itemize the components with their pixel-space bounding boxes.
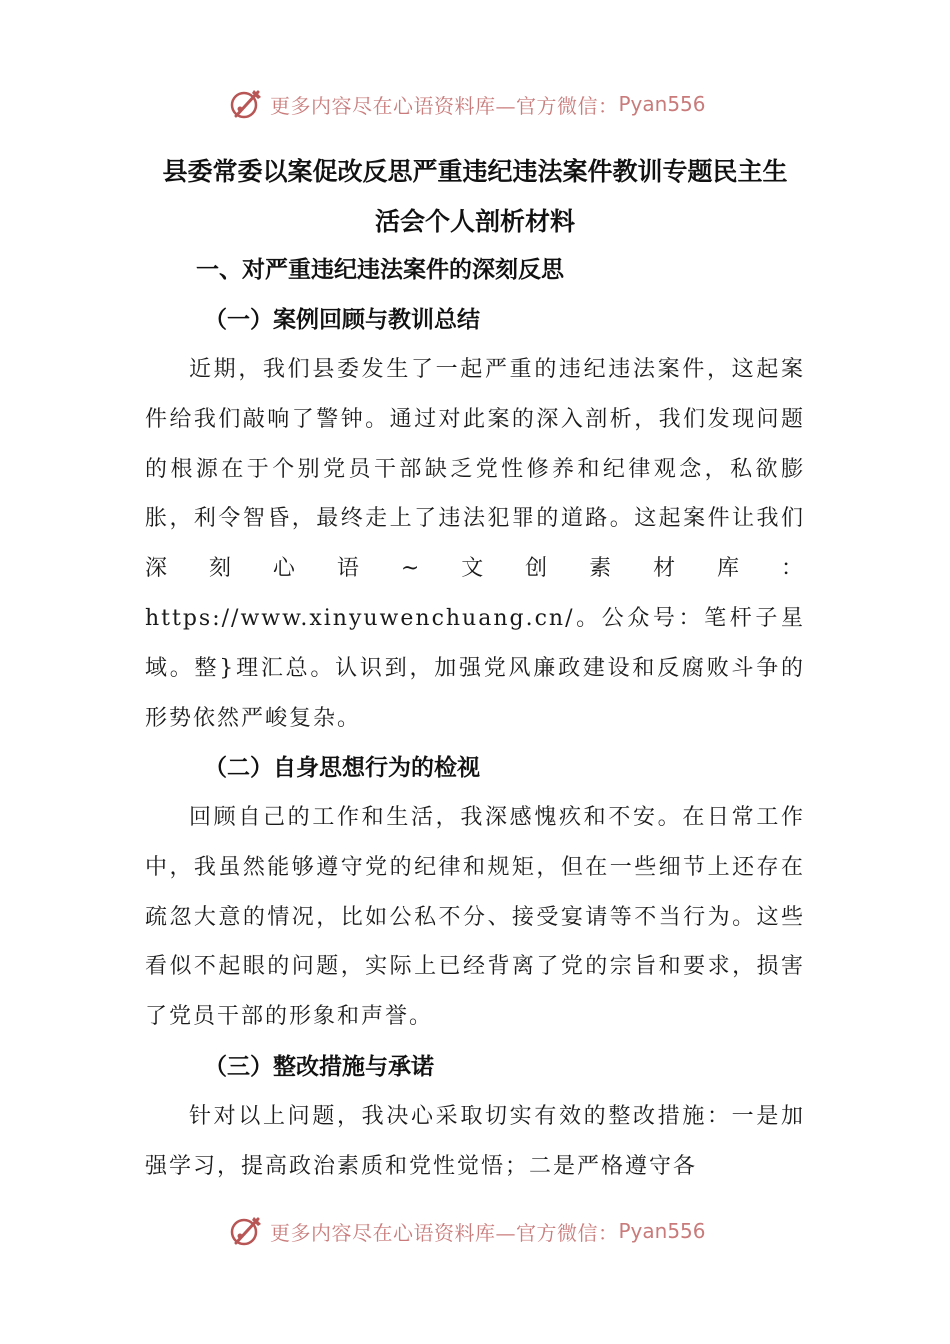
watermark-text: 更多内容尽在心语资料库—官方微信： xyxy=(270,93,619,118)
pen-logo-icon xyxy=(228,1213,264,1249)
subsection-heading-2: （二）自身思想行为的检视 xyxy=(204,755,480,781)
paragraph-2: 回顾自己的工作和生活，我深感愧疚和不安。在日常工作中，我虽然能够遵守党的纪律和规矩，但在一些细节上还存在疏忽大意的情况，比如公私不分、接受宴请等不当行为。这些看似不起眼的问题，实际上已经背离了党的宗旨和要求，损害了党员干部的形象和声誉。 xyxy=(145,805,805,1030)
section-heading-1: 一、对严重违纪违法案件的深刻反思 xyxy=(196,257,564,283)
watermark-text: 更多内容尽在心语资料库—官方微信： xyxy=(270,1220,619,1245)
watermark-handle: Pyan556 xyxy=(618,92,706,116)
document-title-line-1: 县委常委以案促改反思严重违纪违法案件教训专题民主生 xyxy=(162,157,788,186)
subsection-heading-3: （三）整改措施与承诺 xyxy=(204,1054,434,1080)
footer-watermark xyxy=(228,1211,706,1251)
subsection-heading-1: （一）案例回顾与教训总结 xyxy=(204,307,480,333)
pen-logo-icon xyxy=(228,86,264,122)
watermark-handle: Pyan556 xyxy=(618,1219,706,1243)
header-watermark xyxy=(228,84,706,124)
paragraph-1: 近期，我们县委发生了一起严重的违纪违法案件，这起案件给我们敲响了警钟。通过对此案的深入剖析，我们发现问题的根源在于个别党员干部缺乏党性修养和纪律观念，私欲膨胀，利令智昏，最终走上了违法犯罪的道路。这起案件让我们深刻心语~文创素材库：https://www.xinyuwenchuang.cn/。公众号：笔杆子星域。整}理汇总。认识到，加强党风廉政建设和反腐败斗争的形势依然严峻复杂。 xyxy=(145,357,805,731)
paragraph-3: 针对以上问题，我决心采取切实有效的整改措施：一是加强学习，提高政治素质和党性觉悟；二是严格遵守各 xyxy=(145,1104,805,1179)
document-title-line-2: 活会个人剖析材料 xyxy=(374,207,575,236)
